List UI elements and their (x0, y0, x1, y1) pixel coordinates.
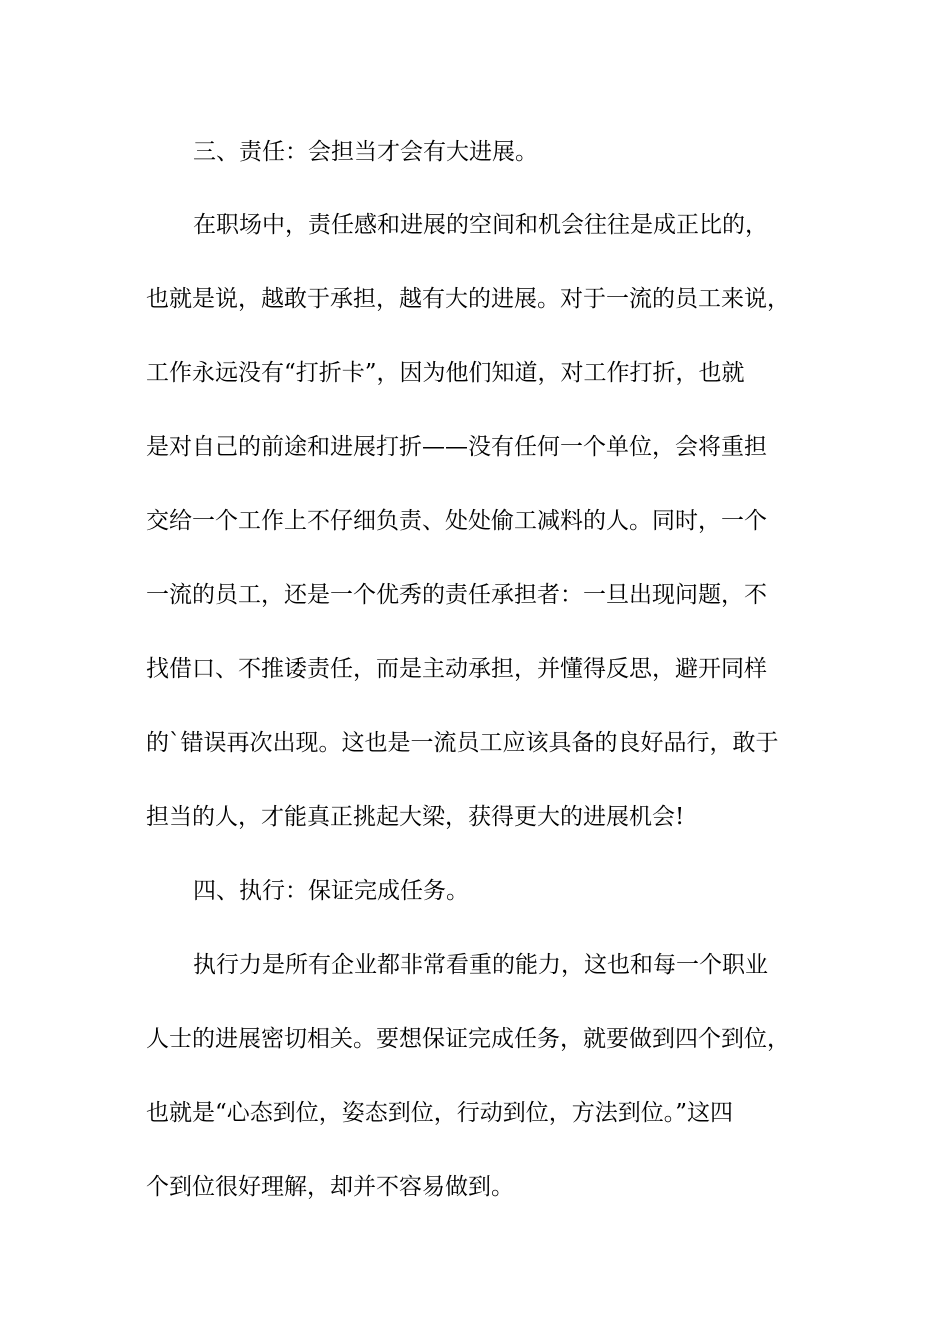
text-line: 人士的进展密切相关。要想保证完成任务，就要做到四个到位， (146, 1026, 790, 1052)
text-line: 执行力是所有企业都非常看重的能力，这也和每一个职业 (193, 952, 768, 978)
text-line: 的`错误再次出现。这也是一流员工应该具备的良好品行，敢于 (146, 730, 779, 756)
text-line: 担当的人，才能真正挑起大梁，获得更大的进展机会! (146, 804, 685, 830)
text-line: 交给一个工作上不仔细负责、处处偷工减料的人。同时，一个 (146, 508, 767, 534)
text-line: 找借口、不推诿责任，而是主动承担，并懂得反思，避开同样 (146, 656, 767, 682)
section-heading-responsibility: 三、责任：会担当才会有大进展。 (193, 139, 538, 165)
section-heading-execution: 四、执行：保证完成任务。 (193, 878, 469, 904)
text-line: 个到位很好理解，却并不容易做到。 (146, 1174, 514, 1200)
text-line: 也就是“心态到位，姿态到位，行动到位，方法到位。”这四 (146, 1100, 734, 1126)
text-line: 在职场中，责任感和进展的空间和机会往往是成正比的， (193, 212, 768, 238)
text-line: 一流的员工，还是一个优秀的责任承担者：一旦出现问题，不 (146, 582, 767, 608)
text-line: 也就是说，越敢于承担，越有大的进展。对于一流的员工来说， (146, 286, 790, 312)
text-line: 是对自己的前途和进展打折——没有任何一个单位，会将重担 (146, 434, 767, 460)
text-line: 工作永远没有“打折卡”，因为他们知道，对工作打折，也就 (146, 360, 745, 386)
